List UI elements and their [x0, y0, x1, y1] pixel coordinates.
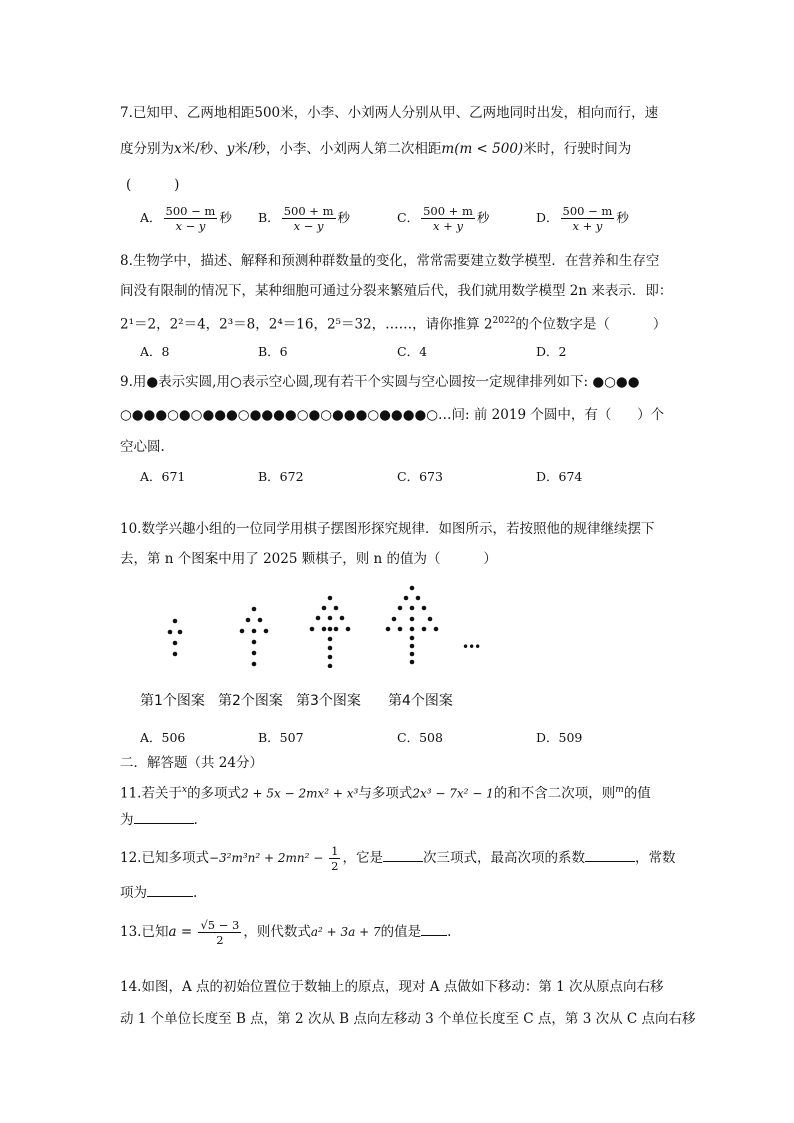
q11-poly1: 2 + 5x − 2mx² + x³: [241, 786, 359, 801]
fraction: [561, 204, 615, 233]
q11-line2: 为 .: [120, 812, 198, 828]
q11-d: 的和不含二次项，则: [493, 785, 616, 802]
fraction-denominator: x − y: [175, 219, 206, 233]
q7-line2-a: 度分别为: [120, 141, 174, 157]
q10-option-d: D．509: [536, 730, 583, 745]
pattern-label-1: 第1个图案: [140, 693, 205, 709]
q11-var-x: x: [181, 785, 188, 795]
answer-blank[interactable]: [147, 884, 193, 897]
pattern-label-4: 第4个图案: [388, 693, 453, 709]
fraction-denominator: 2: [331, 859, 339, 873]
pattern-1: [168, 619, 183, 657]
pattern-ellipsis: •••: [462, 640, 481, 654]
pattern-label-2: 第2个图案: [218, 693, 283, 709]
pattern-3: [310, 596, 351, 668]
q7-line2-d: 米时，行驶时间为: [523, 141, 632, 157]
q11-e: 的值: [623, 785, 651, 802]
answer-blank[interactable]: [134, 811, 194, 824]
answer-blank[interactable]: [421, 923, 447, 936]
q8-line3: [120, 312, 666, 334]
q7-line1: 7.已知甲、乙两地相距500米，小李、小刘两人分别从甲、乙两地同时出发，相向而行，速: [120, 105, 659, 121]
answer-blank[interactable]: [585, 849, 635, 862]
fraction-numerator: 500 − m: [562, 204, 613, 218]
q8-option-c: C．4: [397, 344, 428, 359]
q10-line2: 去，第 n 个图案中用了 2025 颗棋子，则 n 的值为（ ）: [120, 551, 497, 567]
q10-option-a: A．506: [140, 730, 186, 745]
q9-line3: 空心圆.: [120, 439, 165, 455]
fraction: [329, 844, 340, 873]
q8-line3-b: 的个位数字是（ ）: [515, 316, 667, 333]
q7-option-unit: 秒: [476, 210, 490, 225]
fraction-numerator: 500 + m: [423, 204, 473, 218]
q12-line1: [120, 844, 675, 873]
fraction-numerator: √5 − 3: [200, 918, 240, 932]
q7-option-label: B．: [258, 210, 280, 225]
q13-line: 13.已知a = $\frac{√5 - 3}{2}$ ，则代数式a² + 3a + 7的值是 .: [120, 918, 452, 947]
q13-a: 13.已知: [120, 924, 169, 940]
q7-cond: m(m < 500): [441, 141, 524, 157]
q9-option-b: B．672: [258, 469, 304, 484]
q8-option-b: B．6: [258, 344, 288, 359]
q9-option-c: C．673: [397, 469, 443, 484]
q12-c: 次三项式，最高次项的系数: [422, 850, 585, 866]
q12-b: ，它是: [342, 850, 383, 866]
q7-line2-b: 米/秒、: [181, 141, 227, 157]
q11-line1: [120, 781, 651, 803]
q7-var-x: x: [174, 141, 182, 157]
q13-b: ，则代数式: [243, 924, 311, 940]
fraction-numerator: 1: [331, 844, 339, 858]
q11-var-m: m: [615, 785, 624, 795]
q11-c: 与多项式: [358, 785, 413, 802]
q8-line2: 间没有限制的情况下，某种细胞可通过分裂来繁殖后代，我们就用数学模型 2n 来表示．即：: [120, 283, 673, 299]
q13-var: a =: [168, 924, 197, 940]
q11-a: 11.若关于: [120, 785, 182, 802]
q10-option-b: B．507: [258, 730, 304, 745]
q7-option-label: D．: [536, 210, 559, 225]
chess-pattern-figure: [150, 578, 500, 668]
q9-line1: 9.用●表示实圆,用○表示空心圆,现有若干个实圆与空心圆按一定规律排列如下: ●○●●: [120, 374, 640, 390]
q7-option-unit: 秒: [337, 210, 351, 225]
q8-option-a: A．8: [140, 344, 170, 359]
q11-b: 的多项式: [187, 785, 242, 802]
q7-option-d: [536, 204, 629, 233]
q9-option-d: D．674: [536, 469, 583, 484]
q11-poly2: 2x³ − 7x² − 1: [412, 786, 494, 801]
pattern-label-3: 第3个图案: [296, 693, 361, 709]
q14-line2: 动 1 个单位长度至 B 点，第 2 次从 B 点向左移动 3 个单位长度至 C 点，第 3 次从 C 点向右移: [120, 1011, 696, 1027]
q9-line2: ○●●●○●○●●●○●●●●○●○●●●○●●●●○…问: 前 2019 个圆中，有（ ）个: [120, 407, 665, 423]
q13-expr: a² + 3a + 7: [310, 925, 381, 939]
q7-paren: ( ): [126, 177, 180, 193]
q12-d: ，常数: [634, 850, 676, 866]
fraction-denominator: x + y: [572, 219, 603, 233]
q7-option-label: C．: [397, 210, 420, 225]
q7-var-y: y: [226, 141, 235, 157]
fraction-numerator: 500 − m: [165, 204, 216, 218]
q12-line2-text: 项为: [120, 885, 147, 901]
fraction: [198, 918, 241, 947]
q11-line2-text: 为: [120, 812, 134, 828]
q7-option-unit: 秒: [616, 210, 629, 225]
q10-option-c: C．508: [397, 730, 443, 745]
fraction-denominator: x − y: [293, 219, 324, 233]
q8-exponent: 2022: [492, 316, 516, 326]
q7-line2: [120, 140, 631, 158]
q13-c: 的值是: [380, 924, 422, 940]
q8-option-d: D．2: [536, 344, 567, 359]
q7-option-unit: 秒: [219, 210, 232, 225]
q7-option-a: [140, 204, 232, 233]
q12-poly: −3²m³n² + 2mn² −: [208, 851, 328, 865]
fraction: [282, 204, 336, 233]
answer-blank[interactable]: [383, 849, 423, 862]
q9-option-a: A．671: [140, 469, 186, 484]
fraction: [164, 204, 218, 233]
q7-line2-c: 米/秒，小李、小刘两人第二次相距: [234, 141, 442, 157]
pattern-2: [240, 607, 269, 667]
q7-option-b: [258, 204, 350, 233]
fraction-numerator: 500 + m: [283, 204, 334, 218]
q12-line2: 项为 .: [120, 885, 198, 901]
q8-line3-a: 2¹＝2，2²＝4，2³＝8，2⁴＝16，2⁵＝32，……，请你推算 2: [120, 316, 493, 333]
q7-option-label: A．: [140, 210, 162, 225]
fraction-denominator: 2: [216, 933, 224, 947]
q14-line1: 14.如图，A 点的初始位置位于数轴上的原点，现对 A 点做如下移动：第 1 次从原点向右移: [120, 979, 664, 995]
q10-line1: 10.数学兴趣小组的一位同学用棋子摆图形探究规律．如图所示，若按照他的规律继续摆下: [120, 521, 655, 537]
pattern-4: [386, 586, 439, 665]
q12-a: 12.已知多项式: [120, 850, 209, 866]
q8-line1: 8.生物学中，描述、解释和预测种群数量的变化，常常需要建立数学模型．在营养和生存空: [120, 253, 660, 269]
fraction: [421, 204, 475, 233]
q7-option-c: [397, 204, 489, 233]
section-heading: 二．解答题（共 24分）: [120, 755, 263, 771]
fraction-denominator: x + y: [433, 219, 463, 233]
